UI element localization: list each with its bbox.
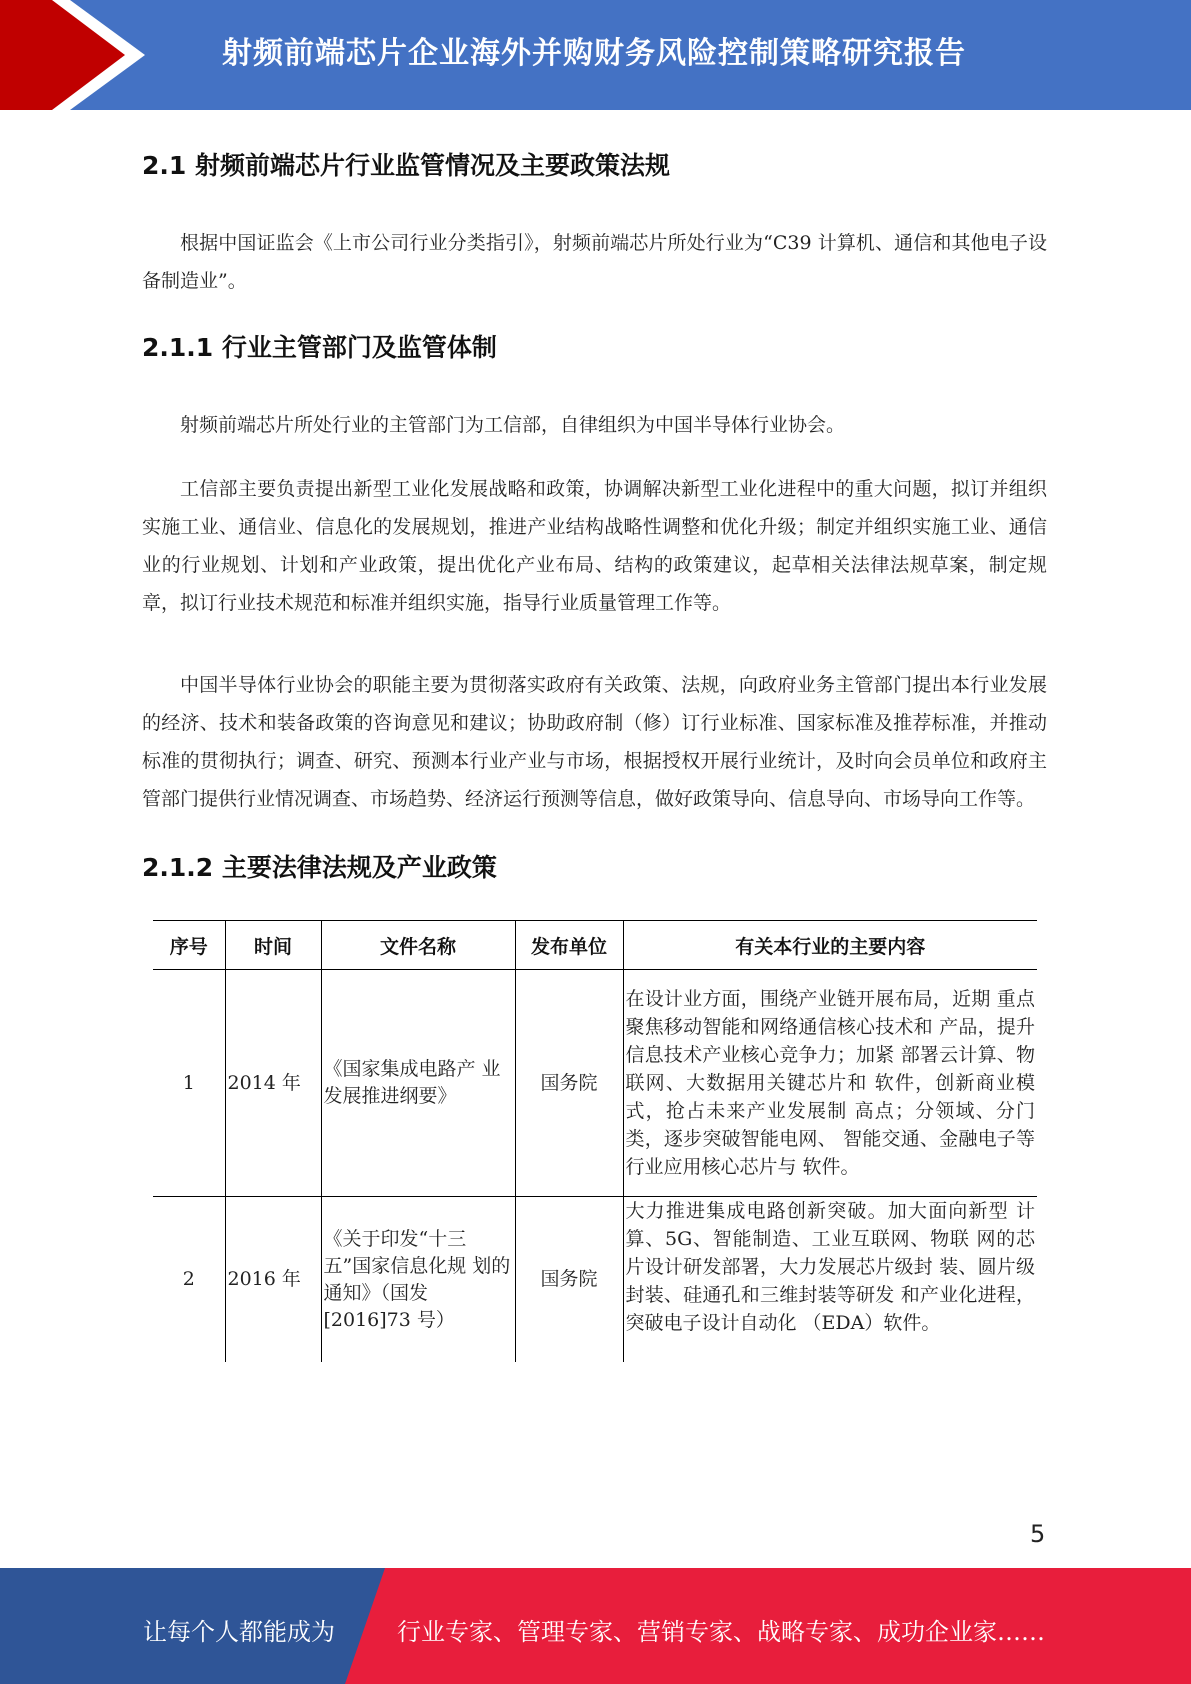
footer-slogan-left: 让每个人都能成为	[143, 1618, 335, 1646]
header-arrow-icon	[0, 0, 160, 110]
cell-content: 大力推进集成电路创新突破。加大面向新型 计算、5G、智能制造、工业互联网、物联 网的芯片设计研发部署，大力发展芯片级封 装、圆片级封装、硅通孔和三维封装等研发 和产业化进程，突破电子设计自动化 （EDA）软件。	[623, 1197, 1037, 1363]
paragraph-regulator: 射频前端芯片所处行业的主管部门为工信部，自律组织为中国半导体行业协会。	[180, 414, 846, 436]
column-header-content: 有关本行业的主要内容	[623, 921, 1037, 970]
cell-issuer: 国务院	[515, 970, 623, 1197]
table-header-row	[153, 921, 1037, 970]
cell-no: 2	[182, 1268, 195, 1290]
table-row	[153, 1197, 1037, 1363]
footer-slogan-right: 行业专家、管理专家、营销专家、战略专家、成功企业家……	[397, 1618, 1045, 1646]
page-number: 5	[1030, 1520, 1046, 1548]
paragraph-industry-classification: 根据中国证监会《上市公司行业分类指引》，射频前端芯片所处行业为“C39 计算机、通信和其他电子设备制造业”。	[142, 232, 1047, 292]
page-header	[0, 0, 1191, 110]
cell-time: 2014 年	[225, 970, 321, 1197]
table-row	[153, 970, 1037, 1197]
section-heading-2-1: 2.1 射频前端芯片行业监管情况及主要政策法规	[142, 151, 670, 180]
header-title: 射频前端芯片企业海外并购财务风险控制策略研究报告	[222, 36, 966, 71]
cell-issuer: 国务院	[515, 1197, 623, 1363]
section-heading-2-1-1: 2.1.1 行业主管部门及监管体制	[142, 333, 497, 362]
policy-table	[153, 920, 1037, 1362]
cell-doc: 《国家集成电路产 业发展推进纲要》	[321, 970, 515, 1197]
page-footer	[0, 1568, 1191, 1684]
cell-doc: 《关于印发“十三 五”国家信息化规 划的通知》（国发 [2016]73 号）	[321, 1197, 515, 1363]
paragraph-csia-duties: 中国半导体行业协会的职能主要为贯彻落实政府有关政策、法规，向政府业务主管部门提出本行业发展的经济、技术和装备政策的咨询意见和建议；协助政府制（修）订行业标准、国家标准及推荐标准，并推动标准的贯彻执行；调查、研究、预测本行业产业与市场，根据授权开展行业统计，及时向会员单位和政府主管部门提供行业情况调查、市场趋势、经济运行预测等信息，做好政策导向、信息导向、市场导向工作等。	[142, 674, 1047, 810]
column-header-issuer: 发布单位	[515, 921, 623, 970]
section-heading-2-1-2: 2.1.2 主要法律法规及产业政策	[142, 853, 497, 882]
main-content	[142, 120, 1047, 898]
cell-no: 1	[153, 970, 225, 1197]
paragraph-miit-duties: 工信部主要负责提出新型工业化发展战略和政策，协调解决新型工业化进程中的重大问题，拟订并组织实施工业、通信业、信息化的发展规划，推进产业结构战略性调整和优化升级；制定并组织实施工业、通信业的行业规划、计划和产业政策，提出优化产业布局、结构的政策建议，起草相关法律法规草案，制定规章，拟订行业技术规范和标准并组织实施，指导行业质量管理工作等。	[142, 478, 1047, 614]
cell-time: 2016 年	[225, 1197, 321, 1363]
column-header-time: 时间	[225, 921, 321, 970]
cell-content: 在设计业方面，围绕产业链开展布局，近期 重点聚焦移动智能和网络通信核心技术和 产品，提升信息技术产业核心竞争力；加紧 部署云计算、物联网、大数据用关键芯片和 软件，创新商业模式，抢占未来产业发展制 高点；分领域、分门类，逐步突破智能电网、 智能交通、金融电子等行业应用核心芯片与 软件。	[623, 970, 1037, 1197]
column-header-no: 序号	[153, 921, 225, 970]
column-header-doc: 文件名称	[321, 921, 515, 970]
